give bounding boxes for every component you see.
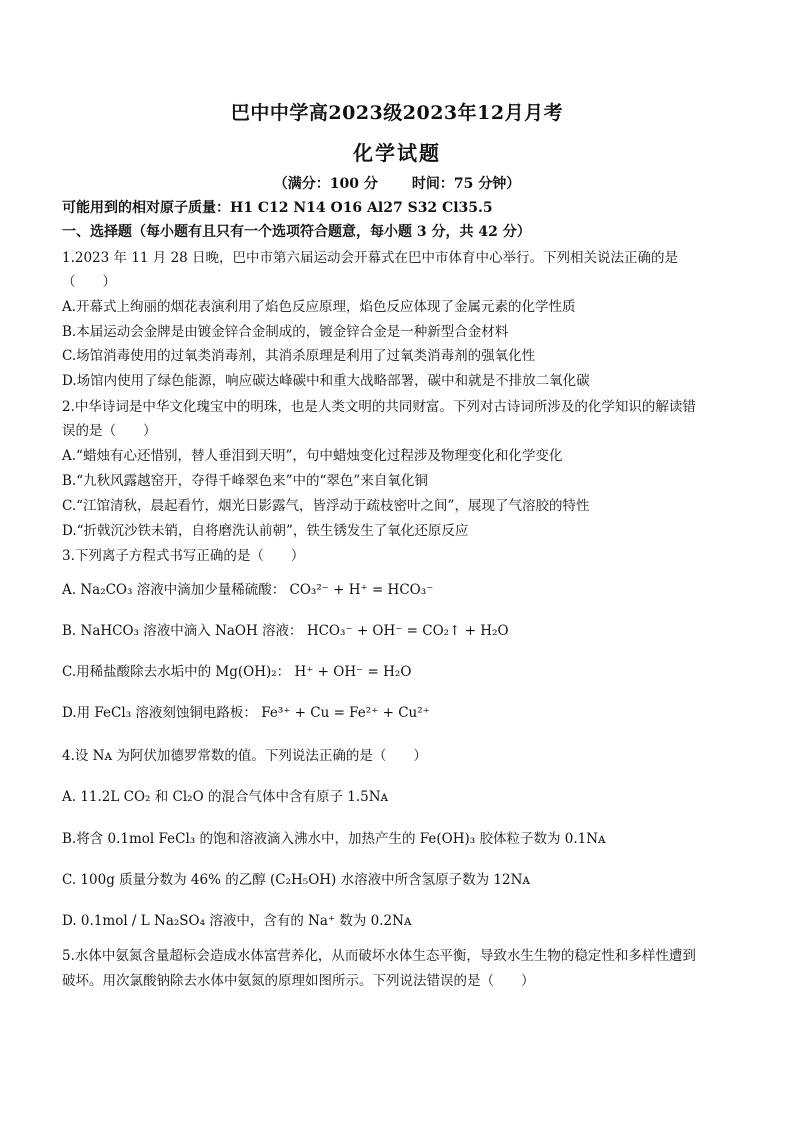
q3-b-equation: HCO₃⁻ + OH⁻ = CO₂↑ + H₂O: [306, 623, 509, 639]
q1-stem-2: （ ）: [62, 274, 116, 290]
q5-stem-2: 破坏。用次氯酸钠除去水体中氨氮的原理如图所示。下列说法错误的是（ ）: [62, 973, 535, 989]
q3-c-text: C.用稀盐酸除去水垢中的 Mg(OH)₂：: [62, 664, 291, 680]
q4-option-a: A. 11.2L CO₂ 和 Cl₂O 的混合气体中含有原子 1.5Nᴀ: [62, 789, 389, 805]
q1-option-b: B.本届运动会金牌是由镀金锌合金制成的，镀金锌合金是一种新型合金材料: [62, 324, 509, 340]
q5-stem-1: 5.水体中氨氮含量超标会造成水体富营养化，从而破坏水体生态平衡，导致水生生物的稳定性和多样性遭到: [62, 948, 696, 964]
q4-stem: 4.设 Nᴀ 为阿伏加德罗常数的值。下列说法正确的是（ ）: [62, 748, 427, 764]
q3-b-text: B. NaHCO₃ 溶液中滴入 NaOH 溶液：: [62, 623, 303, 639]
q2-option-d: D.“折戟沉沙铁未销，自将磨洗认前朝”，铁生锈发生了氧化还原反应: [62, 523, 469, 539]
q4-option-c: C. 100g 质量分数为 46% 的乙醇 (C₂H₅OH) 水溶液中所含氢原子数为 12Nᴀ: [62, 872, 531, 888]
section-heading: 一、选择题（每小题有且只有一个选项符合题意，每小题 3 分，共 42 分）: [62, 224, 531, 240]
q4-option-d: D. 0.1mol / L Na₂SO₄ 溶液中，含有的 Na⁺ 数为 0.2Nᴀ: [62, 913, 412, 929]
q3-option-c: [62, 662, 732, 682]
q3-a-text: A. Na₂CO₃ 溶液中滴加少量稀硫酸：: [62, 582, 286, 598]
q2-option-b: B.“九秋风露越窑开，夺得千峰翠色来”中的“翠色”来自氧化铜: [62, 473, 428, 489]
q1-stem-1: 1.2023 年 11 月 28 日晚，巴中市第六届运动会开幕式在巴中市体育中心举行。下列相关说法正确的是: [62, 250, 679, 266]
score-info: （满分：100 分: [273, 176, 378, 192]
q3-d-equation: Fe³⁺ + Cu = Fe²⁺ + Cu²⁺: [261, 705, 430, 721]
q4-option-b: B.将含 0.1mol FeCl₃ 的饱和溶液滴入沸水中，加热产生的 Fe(OH)₃ 胶体粒子数为 0.1Nᴀ: [62, 831, 606, 847]
q3-a-equation: CO₃²⁻ + H⁺ = HCO₃⁻: [289, 582, 434, 598]
q3-stem: 3.下列离子方程式书写正确的是（ ）: [62, 548, 305, 564]
q3-option-b: [62, 621, 732, 641]
exam-subject: 化学试题: [353, 141, 441, 165]
q3-d-text: D.用 FeCl₃ 溶液刻蚀铜电路板：: [62, 705, 257, 721]
q1-option-d: D.场馆内使用了绿色能源，响应碳达峰碳中和重大战略部署，碳中和就是不排放二氧化碳: [62, 373, 590, 389]
time-info: 时间：75 分钟）: [411, 176, 521, 192]
q1-option-a: A.开幕式上绚丽的烟花表演利用了焰色反应原理，焰色反应体现了金属元素的化学性质: [62, 299, 576, 315]
q2-stem-1: 2.中华诗词是中华文化瑰宝中的明珠，也是人类文明的共同财富。下列对古诗词所涉及的化学知识的解读错: [62, 399, 696, 415]
q3-option-a: [62, 580, 732, 600]
q2-stem-2: 误的是（ ）: [62, 423, 157, 439]
q1-option-c: C.场馆消毒使用的过氧类消毒剂，其消杀原理是利用了过氧类消毒剂的强氧化性: [62, 348, 536, 364]
q3-c-equation: H⁺ + OH⁻ = H₂O: [294, 664, 412, 680]
exam-title: 巴中中学高2023级2023年12月月考: [230, 102, 564, 124]
exam-info: [0, 173, 794, 193]
q3-option-d: [62, 703, 732, 723]
q2-option-c: C.“江馆清秋，晨起看竹，烟光日影露气，皆浮动于疏枝密叶之间”，展现了气溶胶的特性: [62, 498, 590, 514]
q2-option-a: A.“蜡烛有心还惜别，替人垂泪到天明”，句中蜡烛变化过程涉及物理变化和化学变化: [62, 448, 563, 464]
atomic-masses: 可能用到的相对原子质量：H1 C12 N14 O16 Al27 S32 Cl35.5: [62, 200, 493, 216]
